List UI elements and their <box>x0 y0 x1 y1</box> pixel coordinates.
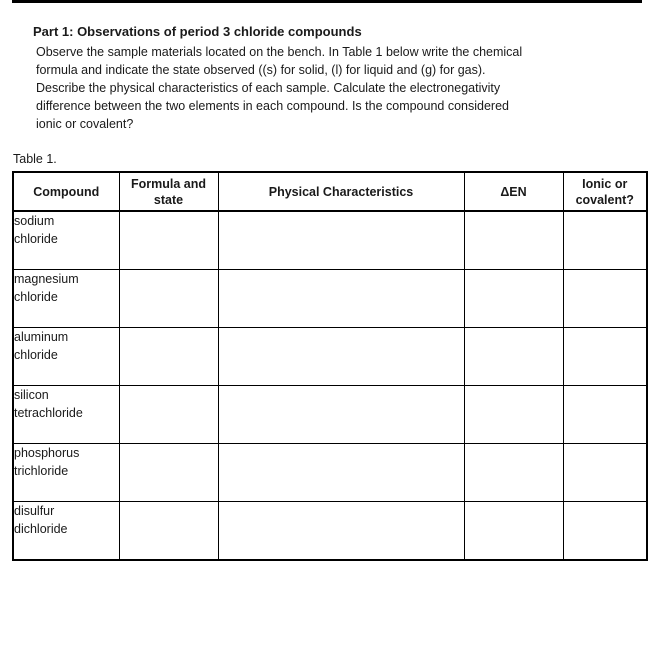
compound-name-cell: aluminum chloride <box>13 328 119 386</box>
table-header-row <box>13 172 647 211</box>
section-heading: Part 1: Observations of period 3 chloride compounds <box>33 24 362 39</box>
table-row <box>13 328 647 386</box>
physical-characteristics-entry[interactable] <box>218 386 464 444</box>
formula-state-entry[interactable] <box>119 386 218 444</box>
header-delta-en: ΔEN <box>464 172 563 211</box>
delta-en-entry[interactable] <box>464 328 563 386</box>
delta-en-entry[interactable] <box>464 502 563 561</box>
compound-name-cell: disulfur dichloride <box>13 502 119 561</box>
compound-name-cell: phosphorus trichloride <box>13 444 119 502</box>
physical-characteristics-entry[interactable] <box>218 270 464 328</box>
ionic-covalent-entry[interactable] <box>563 270 647 328</box>
physical-characteristics-entry[interactable] <box>218 328 464 386</box>
header-formula-state: Formula and state <box>119 172 218 211</box>
ionic-covalent-entry[interactable] <box>563 444 647 502</box>
instructions-line: formula and indicate the state observed ((s) for solid, (l) for liquid and (g) for gas). <box>36 63 486 77</box>
observations-table <box>12 171 648 561</box>
table-row <box>13 502 647 561</box>
physical-characteristics-entry[interactable] <box>218 444 464 502</box>
ionic-covalent-entry[interactable] <box>563 502 647 561</box>
table-row <box>13 386 647 444</box>
delta-en-entry[interactable] <box>464 444 563 502</box>
instructions-line: ionic or covalent? <box>36 117 134 131</box>
formula-state-entry[interactable] <box>119 328 218 386</box>
compound-name-cell: sodium chloride <box>13 211 119 270</box>
instructions-line: difference between the two elements in each compound. Is the compound considered <box>36 99 509 113</box>
ionic-covalent-entry[interactable] <box>563 211 647 270</box>
ionic-covalent-entry[interactable] <box>563 328 647 386</box>
table-caption: Table 1. <box>13 152 57 166</box>
header-ionic-covalent: Ionic or covalent? <box>563 172 647 211</box>
delta-en-entry[interactable] <box>464 270 563 328</box>
formula-state-entry[interactable] <box>119 444 218 502</box>
compound-name-cell: magnesium chloride <box>13 270 119 328</box>
instructions-paragraph <box>36 43 596 133</box>
delta-en-entry[interactable] <box>464 211 563 270</box>
header-compound: Compound <box>13 172 119 211</box>
formula-state-entry[interactable] <box>119 211 218 270</box>
formula-state-entry[interactable] <box>119 270 218 328</box>
table-row <box>13 211 647 270</box>
table-row <box>13 444 647 502</box>
physical-characteristics-entry[interactable] <box>218 502 464 561</box>
compound-name-cell: silicon tetrachloride <box>13 386 119 444</box>
ionic-covalent-entry[interactable] <box>563 386 647 444</box>
physical-characteristics-entry[interactable] <box>218 211 464 270</box>
top-border-rule <box>12 0 642 3</box>
table-row <box>13 270 647 328</box>
formula-state-entry[interactable] <box>119 502 218 561</box>
header-physical-characteristics: Physical Characteristics <box>218 172 464 211</box>
instructions-line: Observe the sample materials located on the bench. In Table 1 below write the chemical <box>36 45 523 59</box>
delta-en-entry[interactable] <box>464 386 563 444</box>
instructions-line: Describe the physical characteristics of each sample. Calculate the electronegativity <box>36 81 501 95</box>
